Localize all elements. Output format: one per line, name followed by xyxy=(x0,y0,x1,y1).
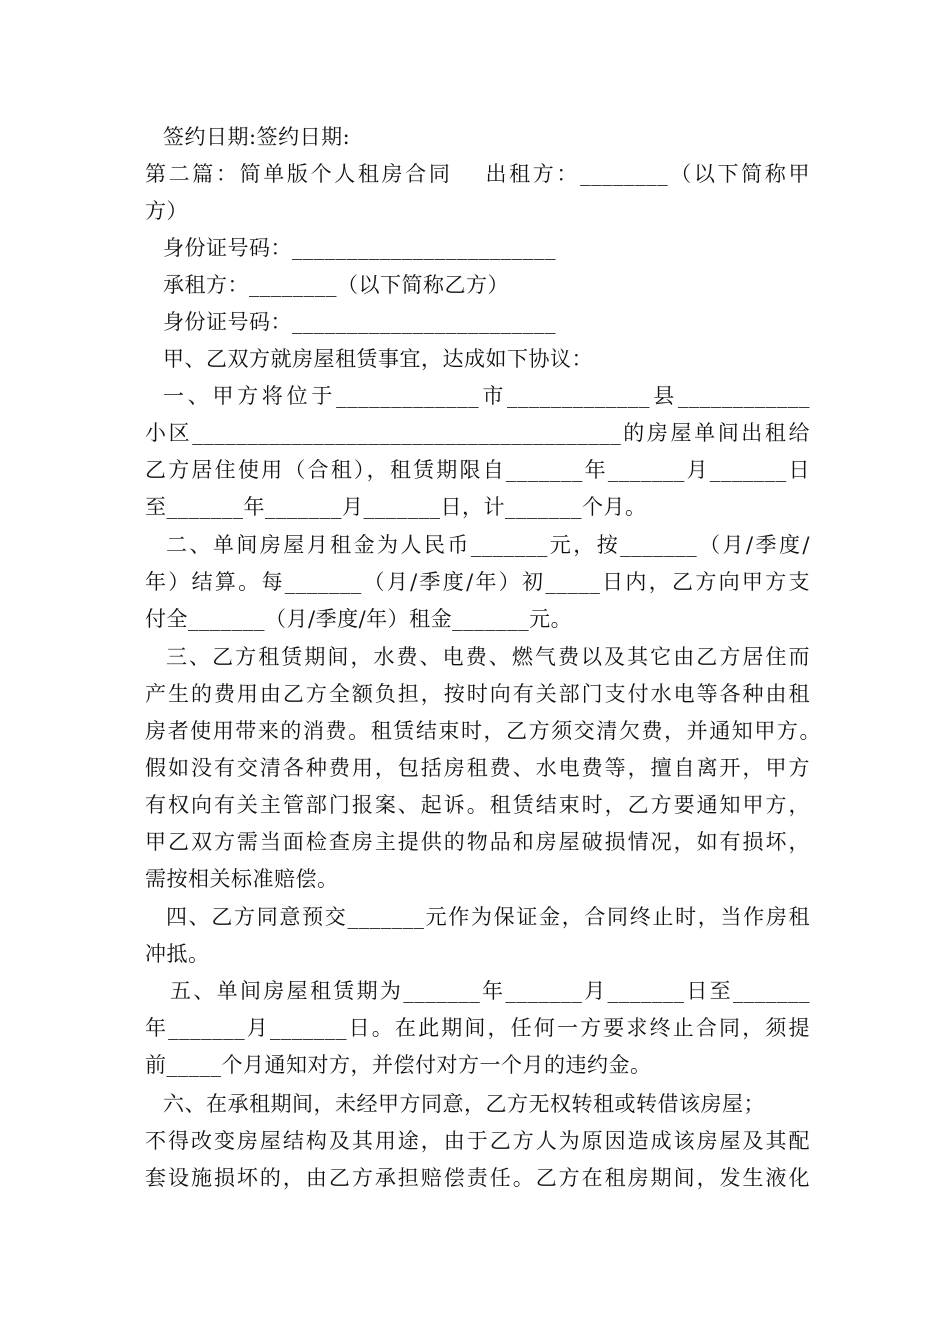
clause-3-line-2: 产生的费用由乙方全额负担，按时向有关部门支付水电等各种由租 xyxy=(145,682,810,706)
party-b-id-line: 身份证号码：________________________ xyxy=(163,310,556,334)
clause-3-line-1: 三、乙方租赁期间，水费、电费、燃气费以及其它由乙方居住而 xyxy=(166,645,810,669)
clause-2-line-2: 年）结算。每_______（月/季度/年）初_____日内，乙方向甲方支 xyxy=(145,570,810,594)
clause-1-line-4: 至_______年_______月_______日，计_______个月。 xyxy=(145,495,647,519)
party-a-id-line: 身份证号码：________________________ xyxy=(163,236,556,260)
clause-6-line-1: 六、在承租期间，未经甲方同意，乙方无权转租或转借该房屋； xyxy=(163,1092,765,1116)
clause-1-line-1: 一、甲方将位于_____________市_____________县____________ xyxy=(163,384,810,408)
party-b-line: 承租方：________（以下简称乙方） xyxy=(163,273,509,297)
clause-3-line-5: 有权向有关主管部门报案、起诉。租赁结束时，乙方要通知甲方， xyxy=(145,793,810,817)
clause-5-line-1: 五、单间房屋租赁期为_______年_______月_______日至_______ xyxy=(170,979,810,1003)
clause-3-line-4: 假如没有交清各种费用，包括房租费、水电费等，擅自离开，甲方 xyxy=(145,756,810,780)
clause-6-line-2: 不得改变房屋结构及其用途，由于乙方人为原因造成该房屋及其配 xyxy=(145,1129,810,1153)
clause-2-line-3: 付全_______（月/季度/年）租金_______元。 xyxy=(145,607,573,631)
clause-3-line-3: 房者使用带来的消费。租赁结束时，乙方须交清欠费，并通知甲方。 xyxy=(145,719,821,743)
clause-1-line-3: 乙方居住使用（合租），租赁期限自_______年_______月_______日 xyxy=(145,458,810,482)
second-article-title-line: 第二篇：简单版个人租房合同 出租方：________（以下简称甲 xyxy=(145,162,810,186)
clause-1-line-2: 小区_______________________________________的房屋单间出租给 xyxy=(145,421,810,445)
agreement-intro-line: 甲、乙双方就房屋租赁事宜，达成如下协议： xyxy=(163,347,593,371)
clause-5-line-2: 年_______月_______日。在此期间，任何一方要求终止合同，须提 xyxy=(145,1016,810,1040)
party-a-abbreviation-line: 方） xyxy=(145,199,188,223)
clause-2-line-1: 二、单间房屋月租金为人民币_______元，按_______（月/季度/ xyxy=(166,533,810,557)
clause-5-line-3: 前_____个月通知对方，并偿付对方一个月的违约金。 xyxy=(145,1053,652,1077)
clause-4-line-1: 四、乙方同意预交_______元作为保证金，合同终止时，当作房租 xyxy=(166,905,810,929)
clause-3-line-7: 需按相关标准赔偿。 xyxy=(145,867,339,891)
sign-date-line: 签约日期:签约日期: xyxy=(163,125,351,149)
clause-6-line-3: 套设施损坏的，由乙方承担赔偿责任。乙方在租房期间，发生液化 xyxy=(145,1166,810,1190)
clause-3-line-6: 甲乙双方需当面检查房主提供的物品和房屋破损情况，如有损坏， xyxy=(145,830,810,854)
clause-4-line-2: 冲抵。 xyxy=(145,942,210,966)
